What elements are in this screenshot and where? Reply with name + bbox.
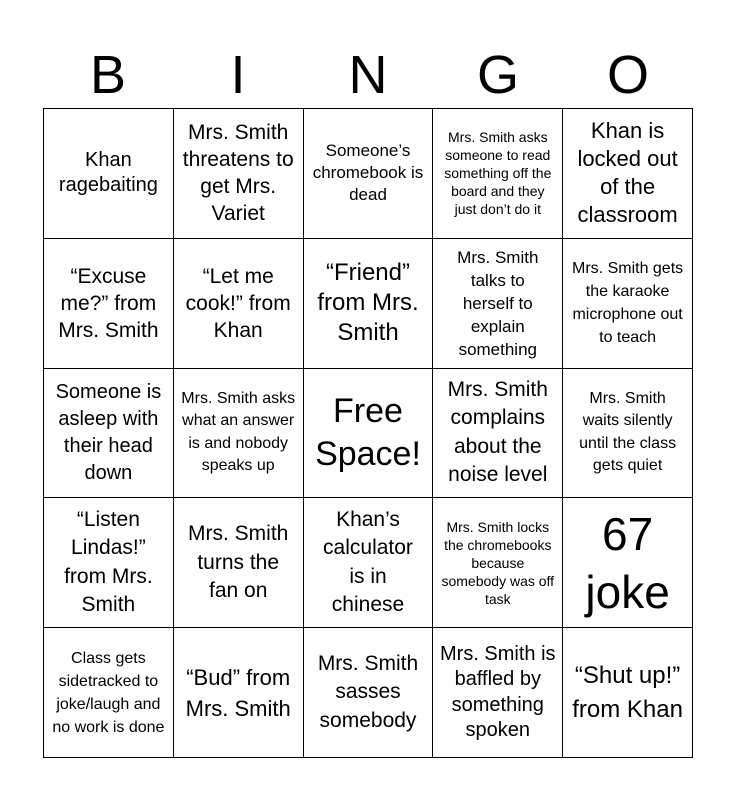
- cell-text: Khan ragebaiting: [58, 149, 158, 197]
- cell-text: Class gets sidetracked to joke/laugh and no work is done: [52, 649, 165, 736]
- header-letter-b: B: [89, 45, 127, 105]
- cell-text: Mrs. Smith turns the fan on: [188, 522, 289, 603]
- header-letter-g: G: [476, 45, 519, 105]
- cell-text: Mrs. Smith talks to herself to explain something: [457, 247, 539, 359]
- bingo-cell-r2c4[interactable]: [433, 239, 563, 369]
- bingo-cell-r2c2[interactable]: [174, 239, 304, 369]
- bingo-cell-r3c3[interactable]: [304, 369, 434, 499]
- cell-text: Mrs. Smith asks what an answer is and nobody speaks up: [181, 389, 296, 475]
- header-letter-n: N: [348, 45, 388, 105]
- bingo-cell-r5c2[interactable]: [174, 628, 304, 758]
- cell-text: Mrs. Smith locks the chromebooks because somebody was off task: [441, 518, 555, 607]
- cell-text: Mrs. Smith waits silently until the class gets quiet: [579, 389, 677, 475]
- free-space-label: Free Space!: [315, 391, 421, 473]
- cell-text: Someone is asleep with their head down: [55, 380, 162, 484]
- cell-text: Khan’s calculator is in chinese: [323, 507, 413, 617]
- bingo-cell-r5c3[interactable]: [304, 628, 434, 758]
- cell-text: Mrs. Smith is baffled by something spoken: [440, 642, 556, 742]
- bingo-cell-r4c2[interactable]: [174, 498, 304, 628]
- cell-text: Someone’s chromebook is dead: [312, 141, 424, 205]
- bingo-cell-r4c3[interactable]: [304, 498, 434, 628]
- bingo-cell-r5c5[interactable]: [563, 628, 693, 758]
- bingo-cell-r4c4[interactable]: [433, 498, 563, 628]
- bingo-cell-r2c5[interactable]: [563, 239, 693, 369]
- bingo-cell-r2c3[interactable]: [304, 239, 434, 369]
- bingo-header: [43, 44, 693, 106]
- cell-text: Mrs. Smith asks someone to read something off the board and they just don’t do it: [444, 129, 552, 218]
- bingo-cell-r1c2[interactable]: [174, 109, 304, 239]
- cell-text: Mrs. Smith sasses somebody: [317, 651, 419, 732]
- bingo-cell-r5c4[interactable]: [433, 628, 563, 758]
- bingo-cell-r3c1[interactable]: [44, 369, 174, 499]
- bingo-cell-r1c1[interactable]: [44, 109, 174, 239]
- bingo-cell-r1c4[interactable]: [433, 109, 563, 239]
- bingo-cell-r5c1[interactable]: [44, 628, 174, 758]
- cell-text: “Bud” from Mrs. Smith: [185, 664, 291, 721]
- bingo-card: [43, 108, 693, 758]
- bingo-cell-r1c5[interactable]: [563, 109, 693, 239]
- bingo-cell-r4c1[interactable]: [44, 498, 174, 628]
- cell-text: Mrs. Smith gets the karaoke microphone out to teach: [572, 260, 684, 347]
- bingo-cell-r3c2[interactable]: [174, 369, 304, 499]
- cell-text: “Let me cook!” from Khan: [185, 264, 291, 342]
- bingo-cell-r3c4[interactable]: [433, 369, 563, 499]
- cell-text: “Friend” from Mrs. Smith: [317, 259, 419, 347]
- cell-text: Mrs. Smith complains about the noise level: [447, 377, 548, 487]
- bingo-cell-r1c3[interactable]: [304, 109, 434, 239]
- bingo-cell-r3c5[interactable]: [563, 369, 693, 499]
- header-letter-i: I: [230, 45, 246, 105]
- cell-text: Mrs. Smith threatens to get Mrs. Variet: [182, 121, 294, 226]
- cell-text: Khan is locked out of the classroom: [577, 118, 678, 228]
- cell-text: “Excuse me?” from Mrs. Smith: [58, 264, 159, 342]
- cell-text: “Shut up!” from Khan: [572, 661, 683, 723]
- bingo-cell-r4c5[interactable]: [563, 498, 693, 628]
- header-letter-o: O: [606, 45, 649, 105]
- cell-text: 67 joke: [585, 507, 670, 618]
- cell-text: “Listen Lindas!” from Mrs. Smith: [64, 507, 153, 617]
- bingo-cell-r2c1[interactable]: [44, 239, 174, 369]
